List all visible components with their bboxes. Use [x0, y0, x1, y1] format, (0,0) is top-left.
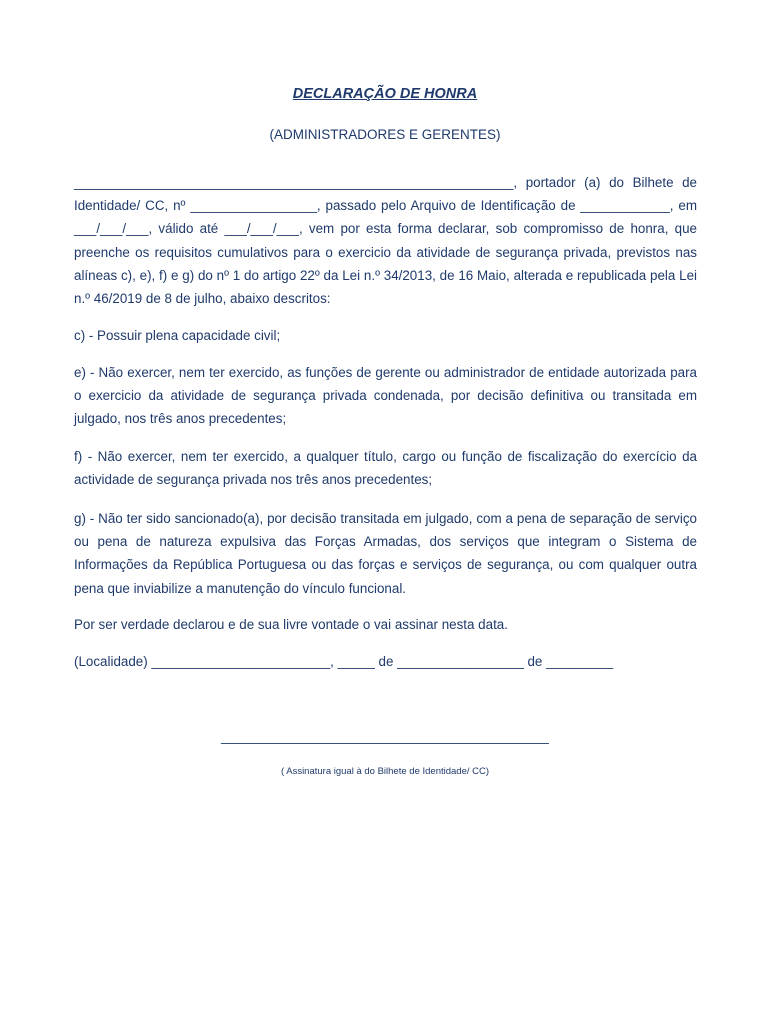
signature-line: ____________________________________________: [221, 729, 549, 744]
item-e-paragraph: e) - Não exercer, nem ter exercido, as funções de gerente ou administrador de entidade autorizada para o exercicio da atividade de segurança privada condenada, por decisão definitiva ou transitada em julgado, nos três anos precedentes;: [74, 365, 697, 427]
item-f-container: [74, 445, 697, 491]
document-title: DECLARAÇÃO DE HONRA: [292, 86, 478, 102]
item-e-container: [74, 361, 697, 431]
locality-date-line: (Localidade) ________________________, _____ de _________________ de _________: [74, 654, 614, 669]
signature-caption: ( Assinatura igual à do Bilhete de Identidade/ CC): [280, 766, 490, 777]
item-g-container: [74, 507, 697, 600]
document-subtitle: (ADMINISTRADORES E GERENTES): [269, 127, 501, 142]
intro-paragraph-container: [74, 171, 697, 310]
closing-container: [74, 613, 697, 636]
closing-paragraph: Por ser verdade declarou e de sua livre vontade o vai assinar nesta data.: [74, 617, 508, 632]
item-c-paragraph: c) - Possuir plena capacidade civil;: [74, 328, 281, 343]
item-f-paragraph: f) - Não exercer, nem ter exercido, a qualquer título, cargo ou função de fiscalização do exercício da actividade de segurança privada nos três anos precedentes;: [74, 449, 697, 488]
intro-paragraph: ___________________________________________________________, portador (a) do Bilhete de Identidade/ CC, nº _________________, passado pelo Arquivo de Identificação de ____________, em ___/___/___, válido até ___/___/___, vem por esta forma declarar, sob compromisso de honra, que preenche os requisitos cumulativos para o exercicio da atividade de segurança privada, previstos nas alíneas c), e), f) e g) do nº 1 do artigo 22º da Lei n.º 34/2013, de 16 Maio, alterada e republicada pela Lei n.º 46/2019 de 8 de julho, abaixo descritos:: [74, 175, 697, 307]
item-c-container: [74, 324, 697, 347]
item-g-paragraph: g) - Não ter sido sancionado(a), por decisão transitada em julgado, com a pena de separação de serviço ou pena de natureza expulsiva das Forças Armadas, dos serviços que integram o Sistema de Informações da República Portuguesa ou das forças e serviços de segurança, ou com qualquer outra pena que inviabilize a manutenção do vínculo funcional.: [74, 511, 697, 596]
locality-container: [74, 650, 697, 673]
